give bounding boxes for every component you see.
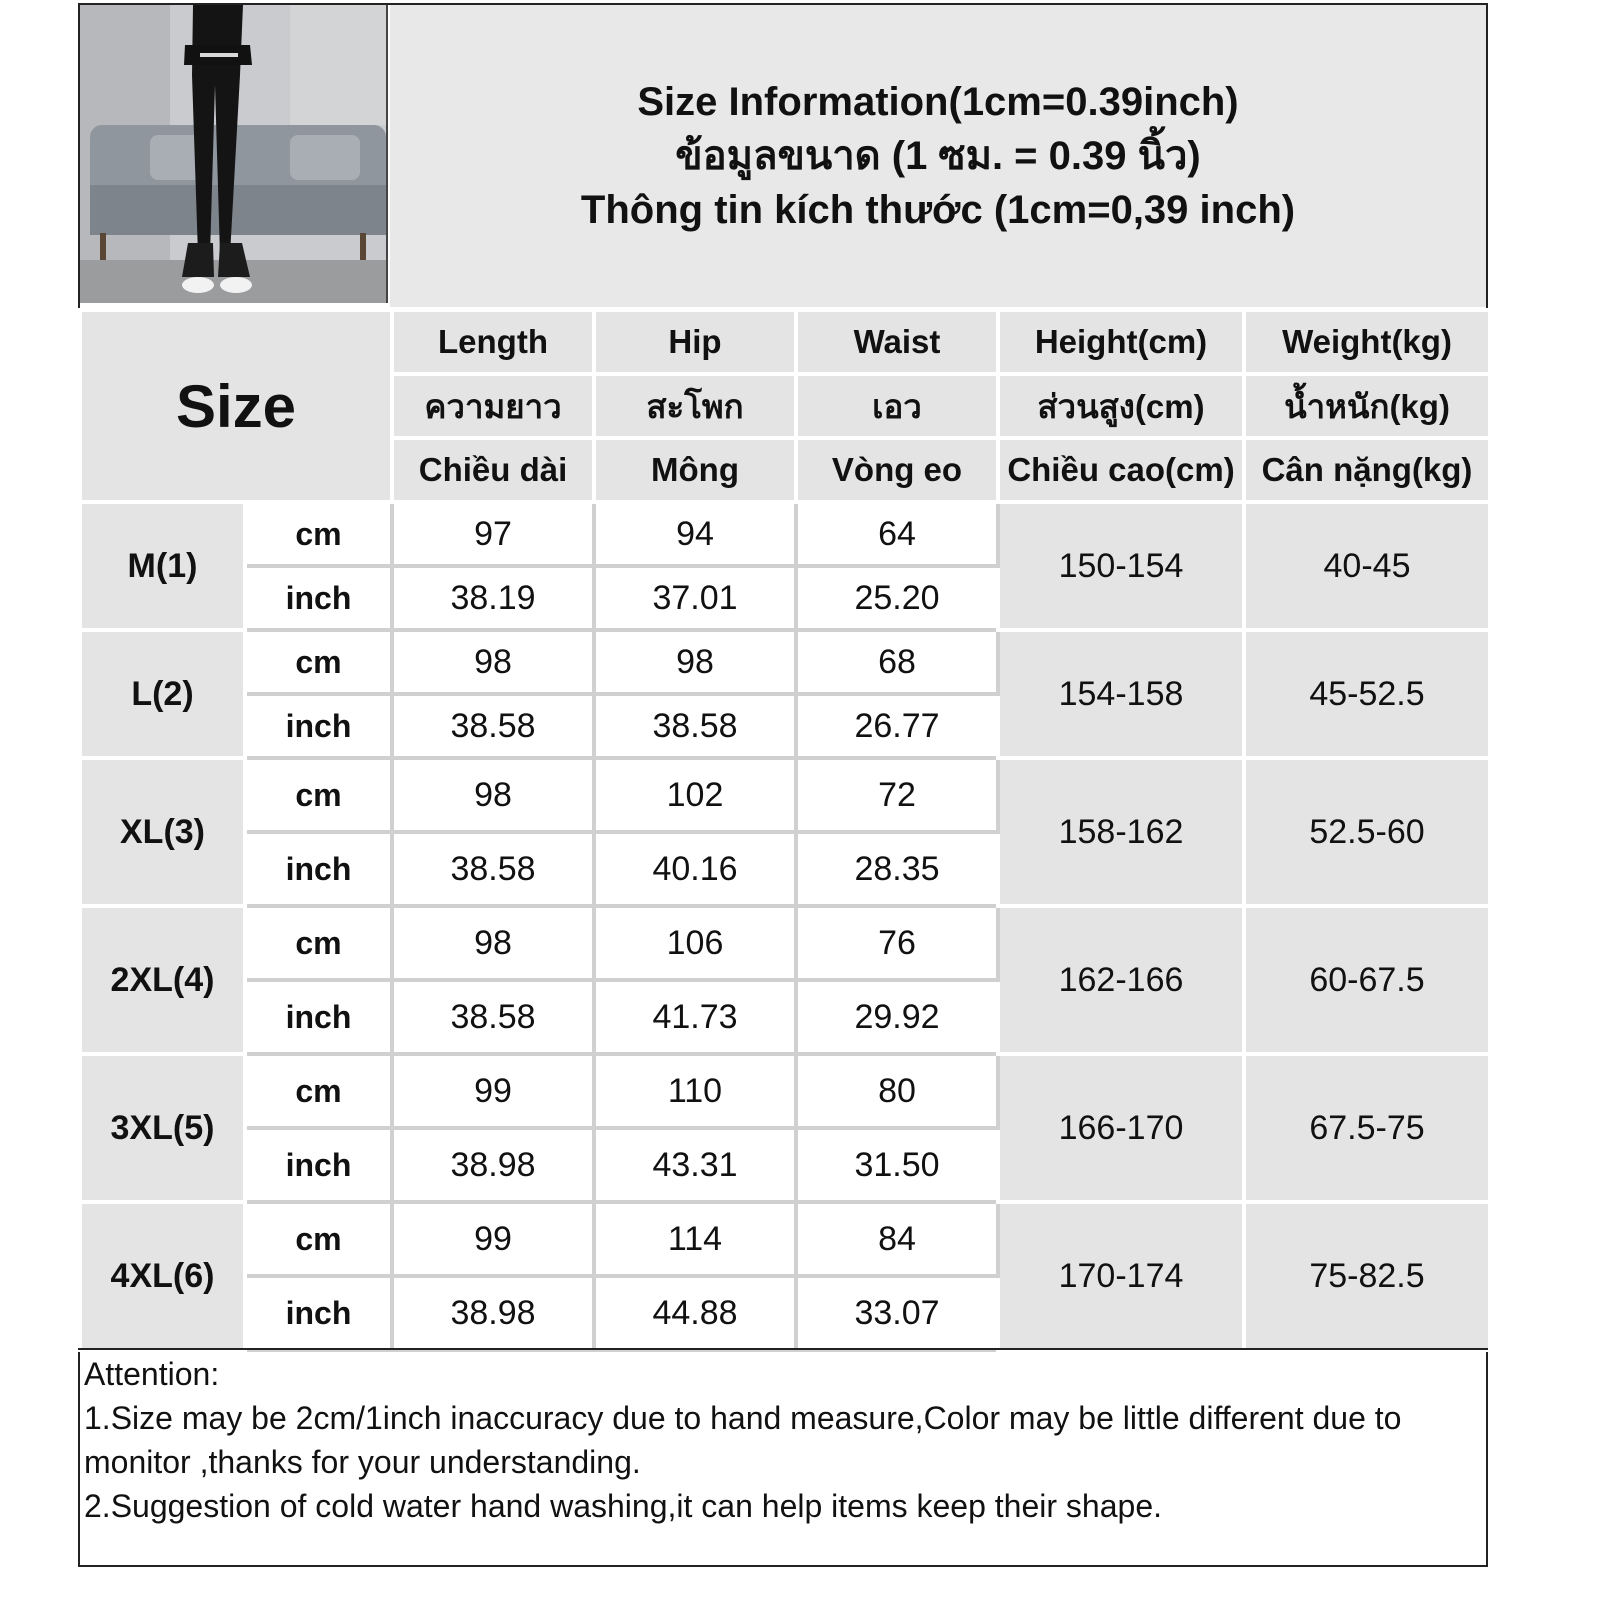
column-header-height-thai: ส่วนสูง(cm) — [998, 374, 1244, 438]
column-header-hip-vi: Mông — [594, 438, 796, 502]
title-thai: ข้อมูลขนาด (1 ซม. = 0.39 นิ้ว) — [675, 134, 1201, 178]
height-range: 154-158 — [998, 630, 1244, 758]
size-name: L(2) — [80, 630, 245, 758]
title-english: Size Information(1cm=0.39inch) — [637, 80, 1239, 124]
size-name: 4XL(6) — [80, 1202, 245, 1350]
length-cm: 97 — [392, 502, 594, 566]
column-header-length: Length — [392, 310, 594, 374]
weight-range: 52.5-60 — [1244, 758, 1490, 906]
notes-divider — [78, 1348, 1488, 1350]
length-cm: 98 — [392, 758, 594, 832]
unit-cm: cm — [245, 1054, 392, 1128]
height-range: 166-170 — [998, 1054, 1244, 1202]
waist-cm: 84 — [796, 1202, 998, 1276]
attention-note-1: 1.Size may be 2cm/1inch inaccuracy due to hand measure,Color may be little different due to monitor ,thanks for your understanding. — [84, 1400, 1402, 1480]
length-inch: 38.19 — [392, 566, 594, 630]
unit-inch: inch — [245, 1128, 392, 1202]
column-header-height-vi: Chiều cao(cm) — [998, 438, 1244, 502]
weight-range: 45-52.5 — [1244, 630, 1490, 758]
product-photo — [80, 5, 388, 303]
length-cm: 99 — [392, 1202, 594, 1276]
unit-cm: cm — [245, 906, 392, 980]
column-header-length-vi: Chiều dài — [392, 438, 594, 502]
length-inch: 38.58 — [392, 980, 594, 1054]
size-name: 3XL(5) — [80, 1054, 245, 1202]
table-row — [80, 630, 1490, 694]
hip-inch: 40.16 — [594, 832, 796, 906]
table-row — [80, 906, 1490, 980]
waist-inch: 33.07 — [796, 1276, 998, 1350]
hip-inch: 44.88 — [594, 1276, 796, 1350]
size-column-label: Size — [80, 310, 392, 502]
hip-inch: 37.01 — [594, 566, 796, 630]
height-range: 170-174 — [998, 1202, 1244, 1350]
product-photo-illustration — [80, 5, 386, 303]
hip-cm: 110 — [594, 1054, 796, 1128]
waist-inch: 29.92 — [796, 980, 998, 1054]
table-row — [80, 502, 1490, 566]
size-table — [78, 308, 1492, 1352]
hip-cm: 94 — [594, 502, 796, 566]
column-header-waist: Waist — [796, 310, 998, 374]
waist-cm: 68 — [796, 630, 998, 694]
length-inch: 38.98 — [392, 1128, 594, 1202]
table-row — [80, 758, 1490, 832]
waist-cm: 80 — [796, 1054, 998, 1128]
hip-cm: 98 — [594, 630, 796, 694]
length-inch: 38.58 — [392, 832, 594, 906]
unit-inch: inch — [245, 1276, 392, 1350]
weight-range: 75-82.5 — [1244, 1202, 1490, 1350]
size-name: 2XL(4) — [80, 906, 245, 1054]
column-header-hip-thai: สะโพก — [594, 374, 796, 438]
column-header-weight-thai: น้ำหนัก(kg) — [1244, 374, 1490, 438]
height-range: 150-154 — [998, 502, 1244, 630]
size-name: M(1) — [80, 502, 245, 630]
waist-inch: 31.50 — [796, 1128, 998, 1202]
unit-inch: inch — [245, 694, 392, 758]
size-name: XL(3) — [80, 758, 245, 906]
height-range: 158-162 — [998, 758, 1244, 906]
hip-cm: 102 — [594, 758, 796, 832]
column-header-height: Height(cm) — [998, 310, 1244, 374]
hip-inch: 41.73 — [594, 980, 796, 1054]
waist-inch: 28.35 — [796, 832, 998, 906]
unit-inch: inch — [245, 832, 392, 906]
hip-cm: 106 — [594, 906, 796, 980]
attention-note-2: 2.Suggestion of cold water hand washing,it can help items keep their shape. — [84, 1488, 1162, 1524]
attention-notes — [84, 1352, 1480, 1528]
length-cm: 99 — [392, 1054, 594, 1128]
column-header-hip: Hip — [594, 310, 796, 374]
column-header-waist-thai: เอว — [796, 374, 998, 438]
column-header-length-thai: ความยาว — [392, 374, 594, 438]
unit-cm: cm — [245, 758, 392, 832]
attention-heading: Attention: — [84, 1356, 220, 1392]
unit-inch: inch — [245, 566, 392, 630]
unit-inch: inch — [245, 980, 392, 1054]
title-vietnamese: Thông tin kích thước (1cm=0,39 inch) — [580, 188, 1296, 232]
weight-range: 60-67.5 — [1244, 906, 1490, 1054]
length-cm: 98 — [392, 906, 594, 980]
hip-inch: 38.58 — [594, 694, 796, 758]
table-row — [80, 1202, 1490, 1276]
unit-cm: cm — [245, 502, 392, 566]
waist-cm: 72 — [796, 758, 998, 832]
waist-inch: 26.77 — [796, 694, 998, 758]
waist-cm: 64 — [796, 502, 998, 566]
column-header-weight-vi: Cân nặng(kg) — [1244, 438, 1490, 502]
waist-cm: 76 — [796, 906, 998, 980]
column-header-waist-vi: Vòng eo — [796, 438, 998, 502]
title-box — [390, 5, 1486, 307]
waist-inch: 25.20 — [796, 566, 998, 630]
length-inch: 38.58 — [392, 694, 594, 758]
hip-cm: 114 — [594, 1202, 796, 1276]
table-row — [80, 1054, 1490, 1128]
length-cm: 98 — [392, 630, 594, 694]
column-header-weight: Weight(kg) — [1244, 310, 1490, 374]
weight-range: 67.5-75 — [1244, 1054, 1490, 1202]
hip-inch: 43.31 — [594, 1128, 796, 1202]
header-row-english — [80, 310, 1490, 374]
unit-cm: cm — [245, 1202, 392, 1276]
weight-range: 40-45 — [1244, 502, 1490, 630]
height-range: 162-166 — [998, 906, 1244, 1054]
unit-cm: cm — [245, 630, 392, 694]
length-inch: 38.98 — [392, 1276, 594, 1350]
